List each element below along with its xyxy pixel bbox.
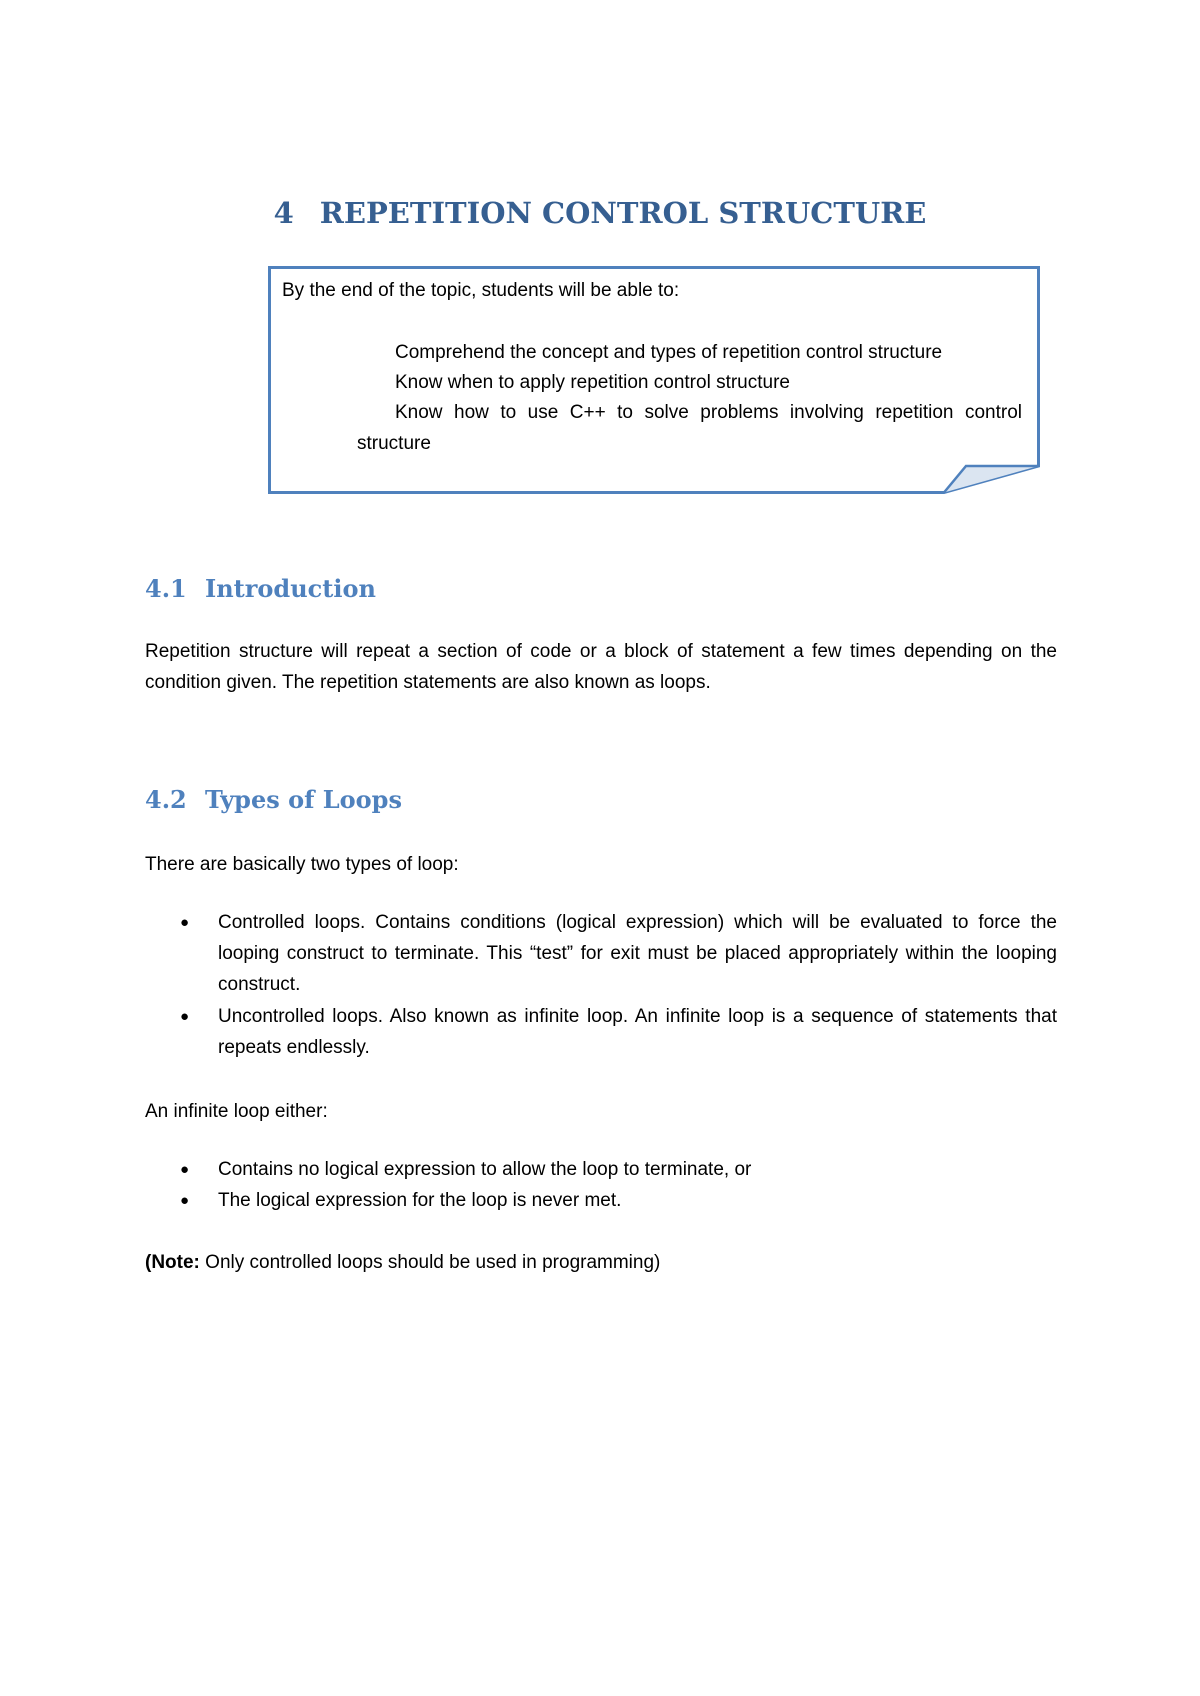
bullet-icon: ● <box>180 1161 190 1178</box>
list-item <box>180 1185 1057 1216</box>
objective-item: Know when to apply repetition control structure <box>395 372 790 393</box>
section-heading-types-of-loops <box>145 785 402 814</box>
list-item-text: Contains no logical expression to allow the loop to terminate, or <box>218 1159 752 1180</box>
list-item <box>180 1154 1057 1185</box>
objectives-intro: By the end of the topic, students will be able to: <box>282 280 680 301</box>
section-number: 4.1 <box>145 574 187 603</box>
list-item <box>180 1001 1057 1063</box>
bullet-icon: ● <box>180 1008 190 1025</box>
section-heading-introduction <box>145 574 376 603</box>
note-text: Only controlled loops should be used in programming) <box>199 1252 661 1273</box>
bullet-icon: ● <box>180 1192 190 1209</box>
list-item-text: Uncontrolled loops. Also known as infinite loop. An infinite loop is a sequence of statements that repeats endlessly. <box>218 1006 1057 1058</box>
section-title: Introduction <box>205 574 376 603</box>
objectives-box <box>268 266 1040 494</box>
chapter-title <box>0 196 1200 230</box>
infinite-loop-intro: An infinite loop either: <box>145 1101 328 1122</box>
note-paragraph <box>145 1247 1057 1278</box>
objective-continuation: structure <box>357 433 431 454</box>
section-title: Types of Loops <box>205 785 402 814</box>
list-item-text: Controlled loops. Contains conditions (logical expression) which will be evaluated to force the looping construct to terminate. This “test” for exit must be placed appropriately within the looping construct. <box>218 912 1057 995</box>
objective-item: Comprehend the concept and types of repetition control structure <box>395 342 943 363</box>
list-item-text: The logical expression for the loop is never met. <box>218 1190 622 1211</box>
chapter-title-text: REPETITION CONTROL STRUCTURE <box>319 196 927 230</box>
types-intro: There are basically two types of loop: <box>145 854 459 875</box>
introduction-paragraph: Repetition structure will repeat a section of code or a block of statement a few times depending on the condition given. The repetition statements are also known as loops. <box>145 641 1057 693</box>
bullet-icon: ● <box>180 914 190 931</box>
objective-item: Know how to use C++ to solve problems involving repetition control <box>395 402 1022 423</box>
list-item <box>180 907 1057 1000</box>
chapter-number: 4 <box>273 196 294 230</box>
section-number: 4.2 <box>145 785 187 814</box>
note-label: (Note: <box>145 1252 200 1273</box>
